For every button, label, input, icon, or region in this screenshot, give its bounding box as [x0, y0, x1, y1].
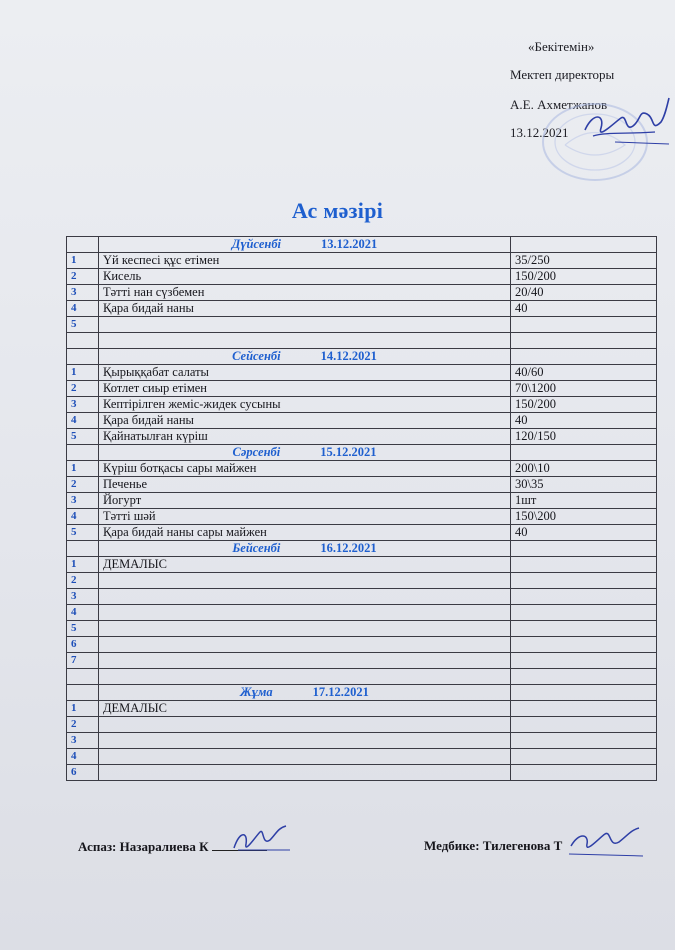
menu-row	[67, 365, 657, 381]
cook-signature-icon	[228, 822, 293, 858]
menu-row	[67, 573, 657, 589]
row-number	[67, 669, 99, 685]
dish-name: Үй кеспесі құс етімен	[99, 253, 511, 269]
dish-name	[99, 733, 511, 749]
cook-label: Аспаз: Назаралиева К	[78, 839, 209, 854]
dish-name	[99, 717, 511, 733]
portion-size: 35/250	[511, 253, 657, 269]
menu-row	[67, 717, 657, 733]
nurse-signature-icon	[565, 822, 645, 862]
portion-size: 40/60	[511, 365, 657, 381]
row-number: 4	[67, 605, 99, 621]
day-header-row	[67, 541, 657, 557]
day-name: Бейсенбі	[232, 541, 281, 555]
menu-row	[67, 733, 657, 749]
portion-size: 20/40	[511, 285, 657, 301]
day-header-row	[67, 685, 657, 701]
day-name: Сәрсенбі	[232, 445, 281, 459]
row-number: 6	[67, 765, 99, 781]
menu-table	[66, 236, 657, 781]
dish-name	[99, 637, 511, 653]
dish-name	[99, 333, 511, 349]
nurse-label: Медбике: Тилегенова Т	[424, 838, 563, 853]
portion-size	[511, 621, 657, 637]
row-number	[67, 333, 99, 349]
row-number: 4	[67, 749, 99, 765]
dish-name	[99, 589, 511, 605]
portion-size	[511, 749, 657, 765]
dish-name: Йогурт	[99, 493, 511, 509]
menu-row	[67, 429, 657, 445]
portion-size	[511, 605, 657, 621]
dish-name	[99, 621, 511, 637]
row-number: 2	[67, 717, 99, 733]
approval-date: 13.12.2021	[510, 125, 569, 140]
menu-row	[67, 413, 657, 429]
menu-row	[67, 605, 657, 621]
row-number: 7	[67, 653, 99, 669]
portion-size: 150/200	[511, 269, 657, 285]
row-number: 1	[67, 253, 99, 269]
day-header-num-cell	[67, 541, 99, 557]
dish-name: ДЕМАЛЫС	[99, 557, 511, 573]
row-number: 3	[67, 733, 99, 749]
menu-row	[67, 509, 657, 525]
nurse-signature-line	[424, 838, 562, 854]
row-number: 4	[67, 301, 99, 317]
day-date: 14.12.2021	[320, 349, 377, 363]
menu-row	[67, 749, 657, 765]
page-title: Ас мәзірі	[291, 198, 384, 223]
day-header-row	[67, 237, 657, 253]
dish-name: Қара бидай наны сары майжен	[99, 525, 511, 541]
portion-size	[511, 333, 657, 349]
dish-name	[99, 653, 511, 669]
row-number: 5	[67, 429, 99, 445]
day-header-cell	[99, 685, 511, 701]
portion-size	[511, 573, 657, 589]
day-header-portion-cell	[511, 685, 657, 701]
menu-row	[67, 637, 657, 653]
portion-size: 120/150	[511, 429, 657, 445]
portion-size: 70\1200	[511, 381, 657, 397]
dish-name: Қырыққабат салаты	[99, 365, 511, 381]
portion-size	[511, 557, 657, 573]
menu-row	[67, 701, 657, 717]
day-header-num-cell	[67, 685, 99, 701]
day-date: 13.12.2021	[321, 237, 378, 251]
dish-name: Печенье	[99, 477, 511, 493]
row-number: 4	[67, 413, 99, 429]
portion-size: 150/200	[511, 397, 657, 413]
dish-name	[99, 749, 511, 765]
row-number: 3	[67, 589, 99, 605]
dish-name: Кисель	[99, 269, 511, 285]
day-name: Дүйсенбі	[231, 237, 282, 251]
day-header-row	[67, 445, 657, 461]
menu-row	[67, 397, 657, 413]
row-number: 1	[67, 701, 99, 717]
day-header-cell	[99, 237, 511, 253]
dish-name: Қайнатылған күріш	[99, 429, 511, 445]
director-signature-icon	[575, 92, 670, 157]
row-number: 1	[67, 461, 99, 477]
row-number: 2	[67, 381, 99, 397]
portion-size	[511, 653, 657, 669]
day-header-portion-cell	[511, 445, 657, 461]
menu-row	[67, 285, 657, 301]
menu-row	[67, 477, 657, 493]
dish-name: Тәтті нан сүзбемен	[99, 285, 511, 301]
day-header-num-cell	[67, 349, 99, 365]
dish-name	[99, 573, 511, 589]
menu-row	[67, 253, 657, 269]
menu-row	[67, 333, 657, 349]
menu-row	[67, 765, 657, 781]
dish-name: Қара бидай наны	[99, 413, 511, 429]
menu-row	[67, 269, 657, 285]
row-number: 3	[67, 397, 99, 413]
approval-heading: «Бекітемін»	[528, 39, 595, 54]
day-date: 15.12.2021	[320, 445, 377, 459]
portion-size: 40	[511, 413, 657, 429]
row-number: 6	[67, 637, 99, 653]
row-number: 5	[67, 621, 99, 637]
portion-size: 40	[511, 301, 657, 317]
approval-director-name: А.Е. Ахметжанов	[510, 97, 608, 112]
day-header-portion-cell	[511, 349, 657, 365]
row-number: 2	[67, 573, 99, 589]
portion-size: 150\200	[511, 509, 657, 525]
portion-size	[511, 765, 657, 781]
row-number: 3	[67, 493, 99, 509]
portion-size	[511, 317, 657, 333]
row-number: 4	[67, 509, 99, 525]
day-header-portion-cell	[511, 541, 657, 557]
portion-size	[511, 589, 657, 605]
menu-row	[67, 557, 657, 573]
portion-size	[511, 669, 657, 685]
row-number: 2	[67, 477, 99, 493]
menu-row	[67, 381, 657, 397]
row-number: 3	[67, 285, 99, 301]
dish-name: Күріш ботқасы сары майжен	[99, 461, 511, 477]
portion-size	[511, 733, 657, 749]
row-number: 1	[67, 365, 99, 381]
menu-row	[67, 493, 657, 509]
menu-row	[67, 669, 657, 685]
row-number: 1	[67, 557, 99, 573]
day-header-cell	[99, 541, 511, 557]
dish-name: Котлет сиыр етімен	[99, 381, 511, 397]
day-date: 17.12.2021	[312, 685, 369, 699]
day-header-cell	[99, 445, 511, 461]
day-header-cell	[99, 349, 511, 365]
dish-name	[99, 605, 511, 621]
portion-size: 30\35	[511, 477, 657, 493]
day-header-num-cell	[67, 237, 99, 253]
day-header-row	[67, 349, 657, 365]
row-number: 5	[67, 525, 99, 541]
portion-size: 200\10	[511, 461, 657, 477]
dish-name: Кептірілген жеміс-жидек сусыны	[99, 397, 511, 413]
portion-size: 40	[511, 525, 657, 541]
row-number: 2	[67, 269, 99, 285]
menu-row	[67, 301, 657, 317]
portion-size	[511, 717, 657, 733]
menu-row	[67, 653, 657, 669]
portion-size: 1шт	[511, 493, 657, 509]
dish-name: ДЕМАЛЫС	[99, 701, 511, 717]
approval-position: Мектеп директоры	[510, 67, 615, 82]
row-number: 5	[67, 317, 99, 333]
portion-size	[511, 701, 657, 717]
menu-row	[67, 525, 657, 541]
dish-name	[99, 317, 511, 333]
day-name: Сейсенбі	[232, 349, 281, 363]
day-header-portion-cell	[511, 237, 657, 253]
day-header-num-cell	[67, 445, 99, 461]
menu-row	[67, 317, 657, 333]
menu-row	[67, 589, 657, 605]
portion-size	[511, 637, 657, 653]
day-name: Жұма	[240, 685, 273, 699]
dish-name: Қара бидай наны	[99, 301, 511, 317]
menu-row	[67, 461, 657, 477]
day-date: 16.12.2021	[320, 541, 377, 555]
dish-name: Тәтті шәй	[99, 509, 511, 525]
menu-row	[67, 621, 657, 637]
dish-name	[99, 669, 511, 685]
dish-name	[99, 765, 511, 781]
